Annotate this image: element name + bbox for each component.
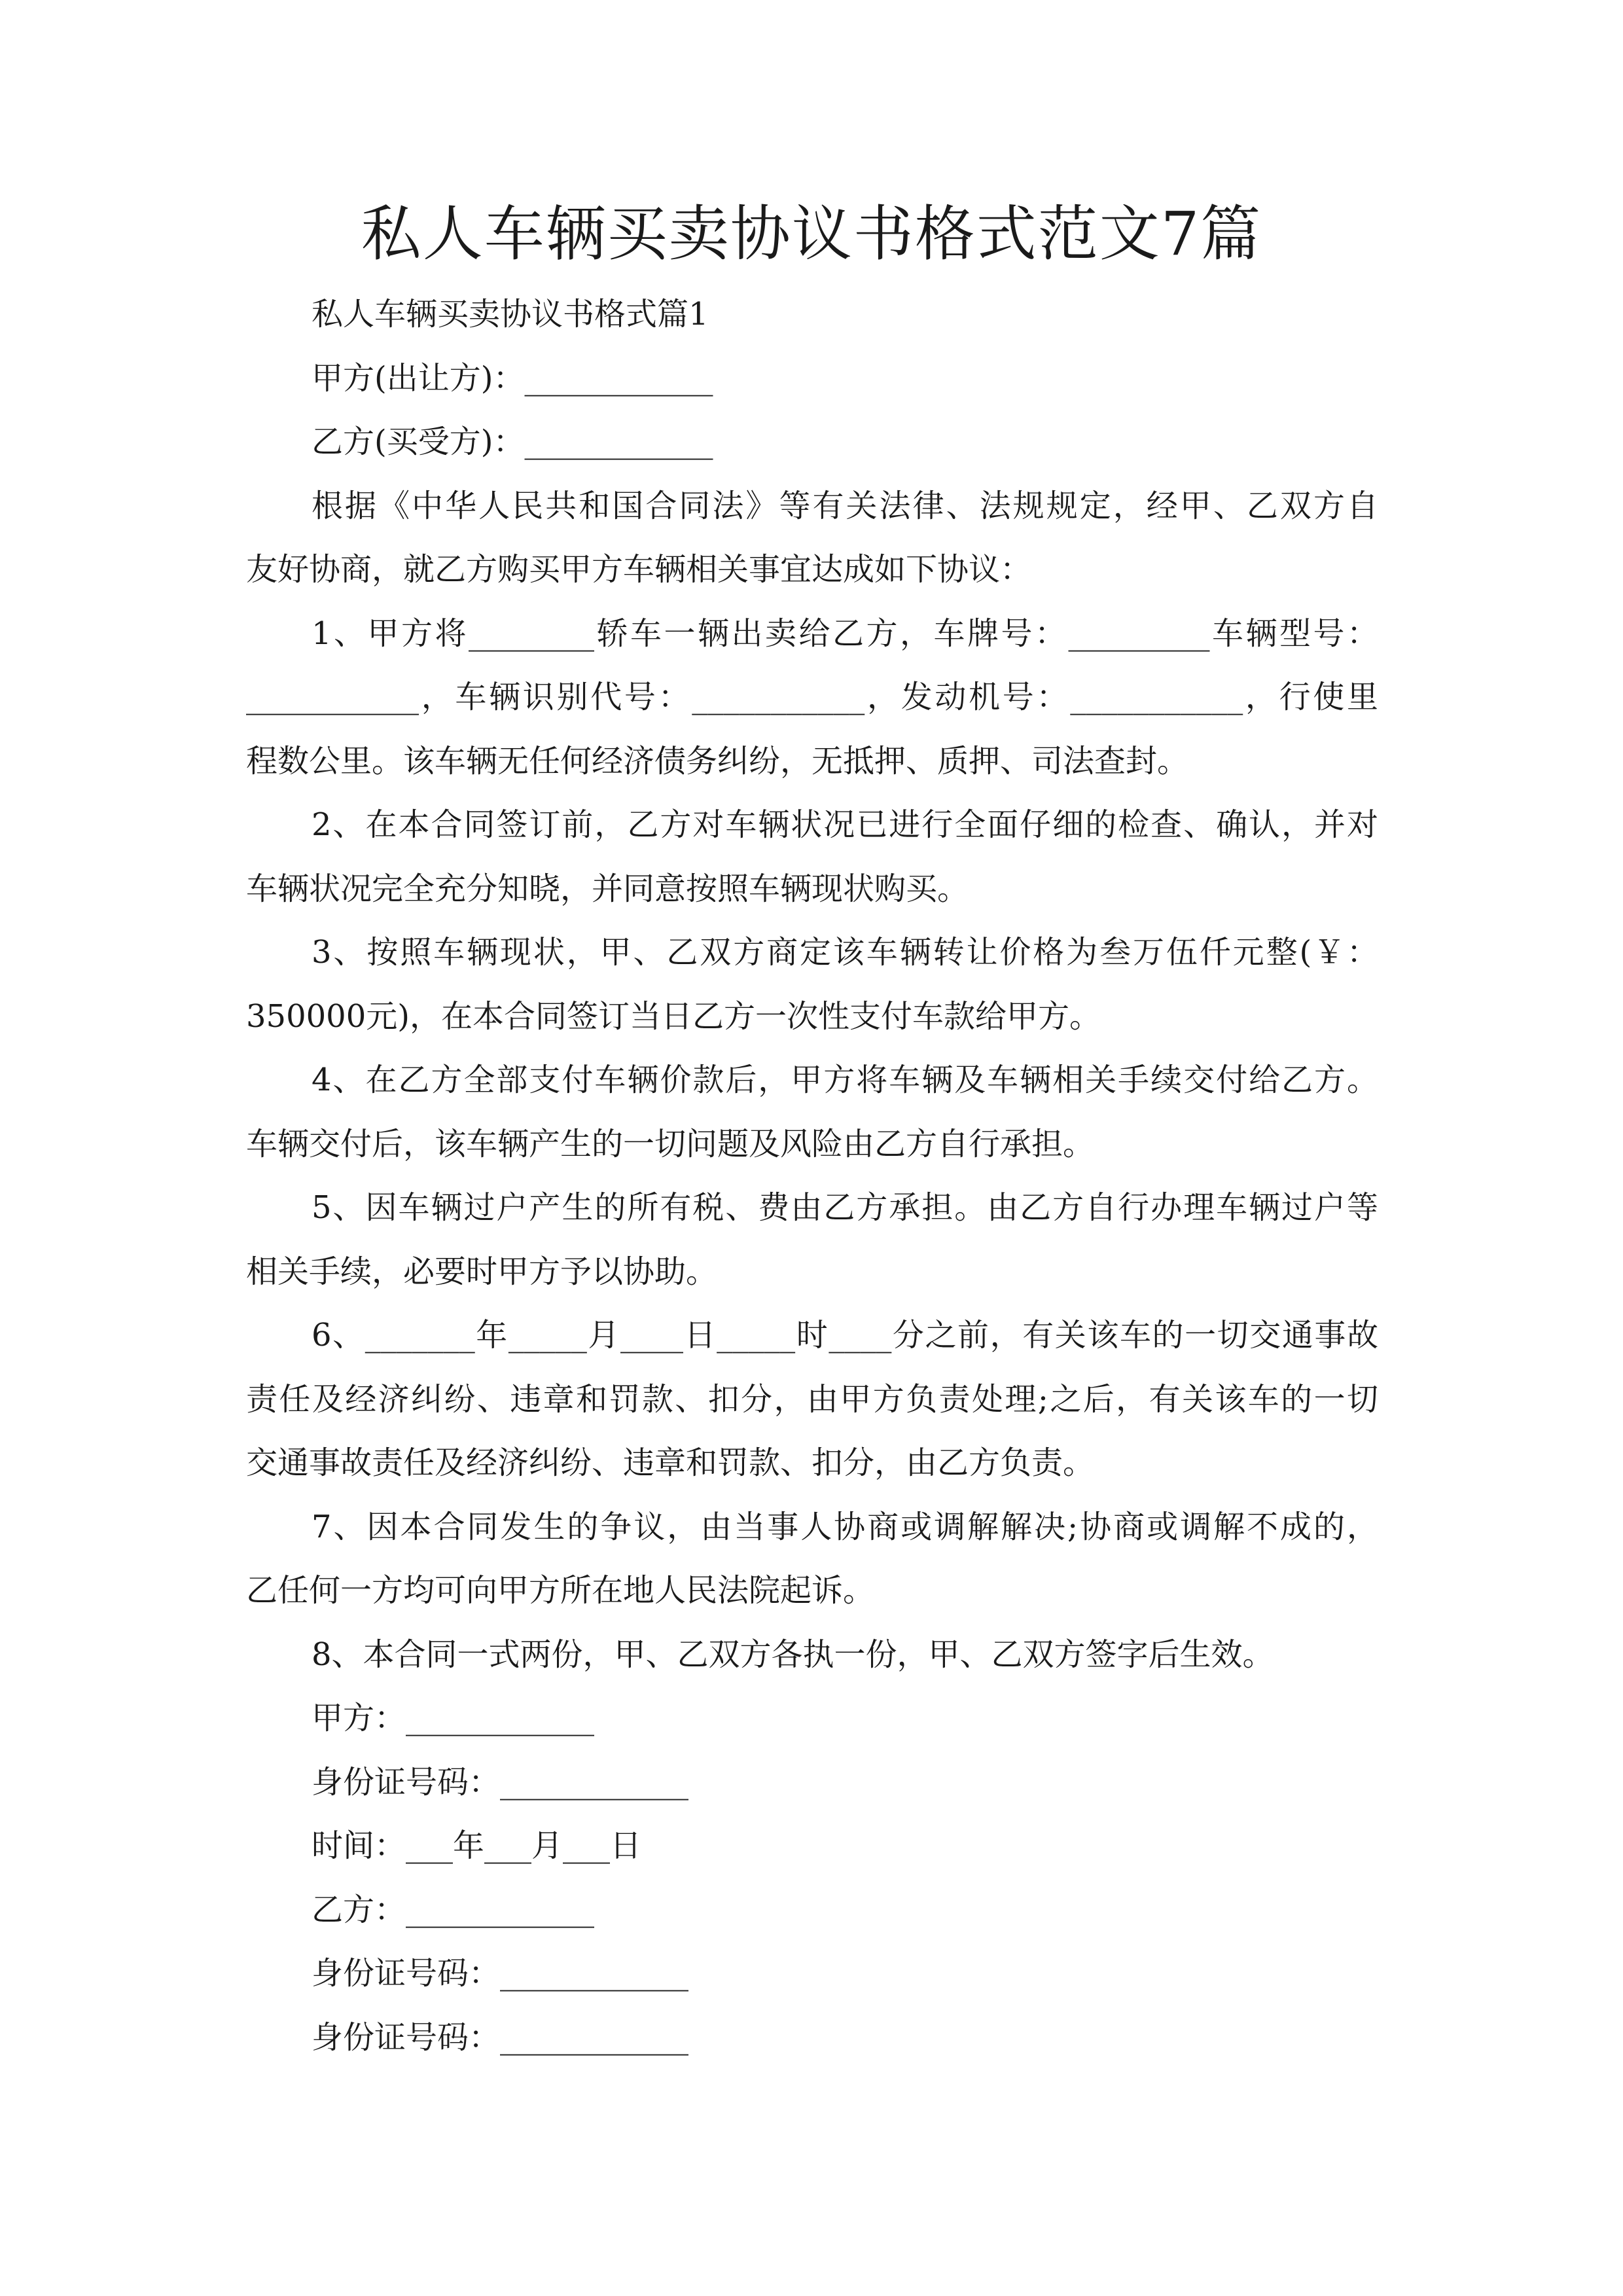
text-line: 7、因本合同发生的争议，由当事人协商或调解解决;协商或调解不成的，	[312, 1508, 1378, 1545]
text-line: 350000元)，在本合同签订当日乙方一次性支付车款给甲方。	[246, 997, 1101, 1035]
text-line: 私人车辆买卖协议书格式篇1	[312, 296, 709, 332]
text-line: 3、按照车辆现状，甲、乙双方商定该车辆转让价格为叁万伍仟元整(￥：	[312, 934, 1378, 971]
text-line: 根据《中华人民共和国合同法》等有关法律、法规规定，经甲、乙双方自	[312, 487, 1378, 524]
text-line: 1、甲方将________轿车一辆出卖给乙方，车牌号：_________车辆型号：	[312, 615, 1378, 652]
text-line: 乙任何一方均可向甲方所在地人民法院起诉。	[246, 1572, 875, 1609]
document-body	[246, 283, 1378, 2070]
text-line: 时间：___年___月___日	[312, 1827, 642, 1864]
text-line: 乙方：____________	[312, 1891, 595, 1928]
text-line: 4、在乙方全部支付车辆价款后，甲方将车辆及车辆相关手续交付给乙方。	[312, 1062, 1378, 1098]
text-line: 身份证号码：____________	[312, 1955, 689, 1992]
text-line: 程数公里。该车辆无任何经济债务纠纷，无抵押、质押、司法查封。	[246, 742, 1189, 780]
text-line: 6、_______年_____月____日_____时____分之前，有关该车的一切交通事故	[312, 1317, 1378, 1354]
document-title: 私人车辆买卖协议书格式范文7篇	[361, 199, 1262, 269]
text-line: 5、因车辆过户产生的所有税、费由乙方承担。由乙方自行办理车辆过户等	[312, 1189, 1378, 1226]
text-line: 相关手续，必要时甲方予以协助。	[246, 1253, 718, 1290]
text-line: ___________，车辆识别代号：___________，发动机号：___________，行使里	[246, 679, 1378, 715]
text-line: 2、在本合同签订前，乙方对车辆状况已进行全面仔细的检查、确认，并对	[312, 806, 1378, 843]
text-line: 甲方(出让方)：____________	[312, 359, 713, 397]
text-line: 交通事故责任及经济纠纷、违章和罚款、扣分，由乙方负责。	[246, 1444, 1095, 1481]
text-line: 甲方：____________	[312, 1700, 595, 1736]
text-line: 车辆状况完全充分知晓，并同意按照车辆现状购买。	[246, 870, 969, 907]
text-line: 身份证号码：____________	[312, 1763, 689, 1801]
text-line: 友好协商，就乙方购买甲方车辆相关事宜达成如下协议：	[246, 551, 1032, 588]
text-line: 8、本合同一式两份，甲、乙双方各执一份，甲、乙双方签字后生效。	[312, 1636, 1274, 1673]
text-line: 车辆交付后，该车辆产生的一切问题及风险由乙方自行承担。	[246, 1125, 1095, 1162]
text-line: 乙方(买受方)：____________	[312, 423, 713, 460]
text-line: 责任及经济纠纷、违章和罚款、扣分，由甲方负责处理;之后，有关该车的一切	[246, 1380, 1378, 1418]
text-line: 身份证号码：____________	[312, 2018, 689, 2056]
